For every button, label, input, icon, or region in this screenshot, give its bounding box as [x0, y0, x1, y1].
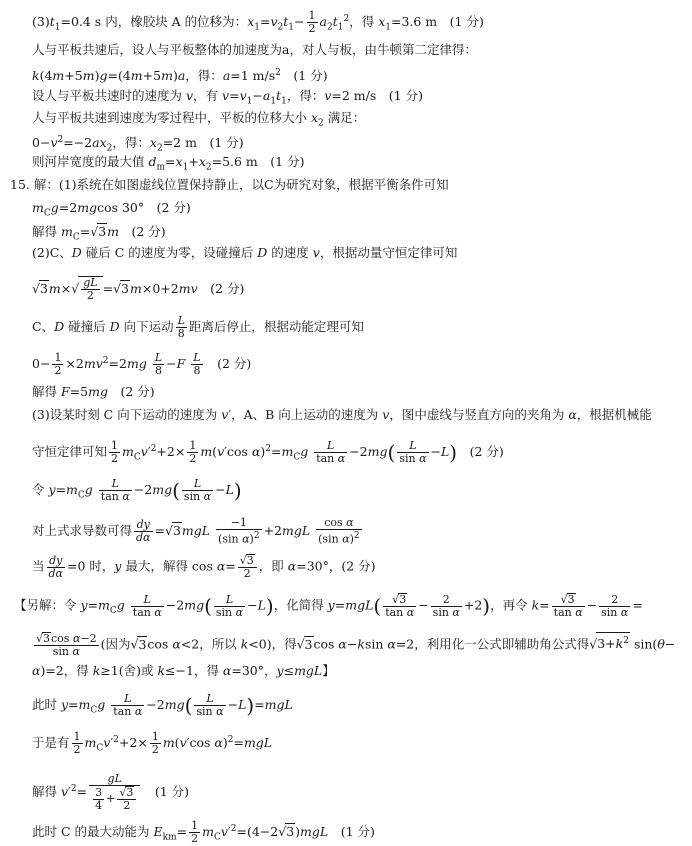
line-12: √3m×√ $\frac{gL}{2}$ =√3m×0+2mv (2 分)	[32, 276, 245, 302]
line-23: α)=2，得 k≥1(舍)或 k≤−1，得 α=30°，y≤mgL】	[32, 663, 335, 678]
line-2: 人与平板共速后，设人与平板整体的加速度为a，对人与板，由牛顿第二定律得：	[32, 42, 477, 57]
line-21: 【另解：令 $y=m_Cg$ $\frac{L}{\text{tan α}}$ −2mg( $\frac{L}{\text{sin α}}$ −L)，化简得 y=mgL( $\frac{√3}{\text{tan α}}$ − $\frac{2}{\text{sin α}}$ +2)，再令 k= $\frac{√3}{\text{tan α}}$ − $\frac{2}{\text{sin α}}$ =	[14, 592, 643, 619]
line-8: 15. 解：(1)系统在如图虚线位置保持静止，以C为研究对象，根据平衡条件可知	[10, 177, 449, 192]
line-3: k(4m+5m)g=(4m+5m)a，得：a=1 $m/s^2$ (1 分)	[32, 68, 328, 84]
line-5: 人与平板共速到速度为零过程中，平板的位移大小 $x_2$ 满足：	[32, 110, 366, 129]
line-13: C、D 碰撞后 D 向下运动 $\frac{L}{8}$ 距离后停止，根据动能定理可知	[32, 314, 364, 340]
line-22: $\frac{\text{√3cos α−2}}{\text{sin α}}$ (因为√3cos α<2，所以 k<0)，得√3cos α−ksin α=2，利用化一公式即辅助角公式得$√3+k^2$ sin(θ−	[36, 632, 676, 658]
line-19: 对上式求导数可得 $\frac{dy}{d\alpha}$ =√3mgL $\frac{-1}{(\sin \alpha)^2}$ +2mgL $\frac{\text{cos α}}{(\sin \alpha)^2}$	[32, 516, 360, 546]
line-7: 则河岸宽度的最大值 $d_m=x_1+x_2=5.6$ m (1 分)	[32, 154, 305, 173]
line-9: $m_Cg=2mgcos$ 30° (2 分)	[32, 200, 191, 219]
line-11: (2)C、D 碰后 C 的速度为零，设碰撞后 D 的速度 v，根据动量守恒定律可知	[32, 245, 458, 260]
line-6: $0-v^2=-2ax_2$，得：$x_2=2$ m (1 分)	[32, 135, 244, 154]
line-10: 解得 $m_C=√3m$ (2 分)	[32, 224, 166, 243]
line-20: 当 $\frac{dy}{d\alpha}$ =0 时，y 最大，解得 cos α= $\frac{√3}{2}$ ，即 α=30°，(2 分)	[32, 553, 376, 580]
line-26: 解得 $v'^2=$ gL $\frac{3}{4}$ + $\frac{√3}{2}$ (1 分)	[32, 772, 190, 812]
line-15: 解得 F=5mg (2 分)	[32, 384, 155, 399]
line-24: 此时 $y=m_Cg$ $\frac{L}{\text{tan α}}$ −2mg( $\frac{L}{\text{sin α}}$ −L)=mgL	[32, 692, 293, 718]
line-27: 此时 C 的最大动能为 $E_{km}=$ $\frac{1}{2}$ $m_Cv'^2=(4-2√3)mgL$ (1 分)	[32, 819, 375, 845]
line-16: (3)设某时刻 C 向下运动的速度为 v′，A、B 向上运动的速度为 v，图中虚线与竖直方向的夹角为 α，根据机械能	[32, 407, 652, 422]
line-17: 守恒定律可知 $\frac{1}{2}$ $m_Cv'^2+2\times$ $\frac{1}{2}$ m(v′cos $\alpha)^2=m_Cg$ $\frac{L}{\text{tan α}}$ −2mg( $\frac{L}{\text{sin α}}$ −L) (2 分)	[32, 439, 504, 465]
line-1: $(3)t_1=0.4$ s 内，橡胶块 A 的位移为：$x_1=v_2t_1-$ $\frac{1}{2}$ $a_2t_1^2$，得 $x_1=3.6$ m (1 分)	[32, 9, 484, 35]
line-14: 0− $\frac{1}{2}$ $\times 2mv^2=2mg$ $\frac{L}{8}$ −F $\frac{L}{8}$ (2 分)	[32, 351, 252, 377]
line-4: 设人与平板共速时的速度为 v，有 $v=v_1-a_1t_1$，得：v=2 m/s (1 分)	[32, 88, 423, 107]
line-25: 于是有 $\frac{1}{2}$ $m_Cv'^2+2\times$ $\frac{1}{2}$ m(v′cos α)$^2$=mgL	[32, 730, 273, 756]
line-18: 令 $y=m_Cg$ $\frac{L}{\text{tan α}}$ −2mg( $\frac{L}{\text{sin α}}$ −L)	[32, 477, 242, 503]
